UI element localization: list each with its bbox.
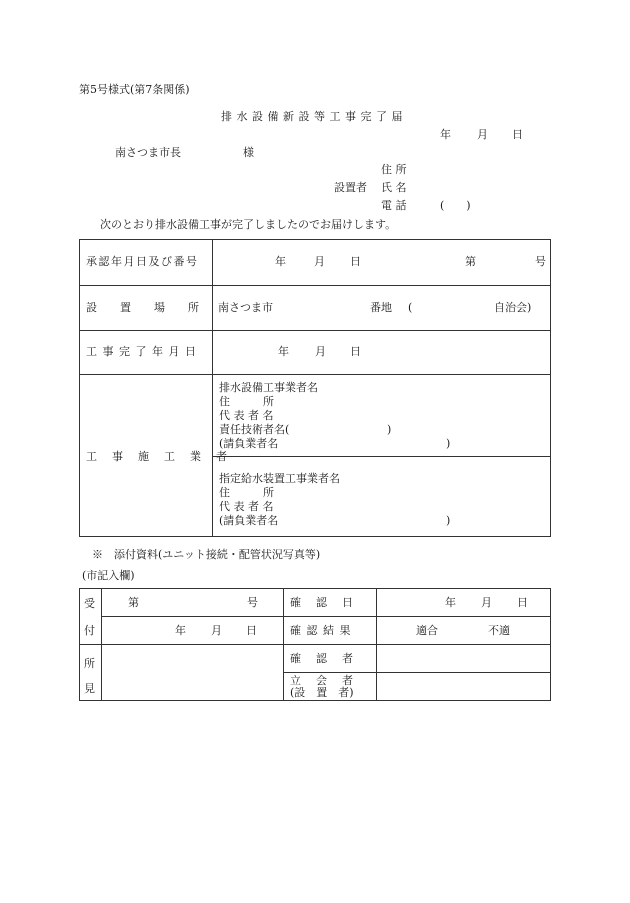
addressee: 南さつま市長 xyxy=(115,146,181,159)
approval-year-label: 年 xyxy=(275,255,286,268)
opinion-char-2: 見 xyxy=(84,682,95,695)
reception-day-label: 日 xyxy=(246,624,257,637)
completion-day-label: 日 xyxy=(350,345,361,358)
submission-month-label: 月 xyxy=(477,128,488,141)
reception-number-prefix: 第 xyxy=(128,596,139,609)
approval-number-suffix: 号 xyxy=(535,255,546,268)
applicant-phone-paren: ( ) xyxy=(440,199,471,212)
intro-text: 次のとおり排水設備工事が完了しましたのでお届けします。 xyxy=(100,218,397,231)
reception-char-2: 付 xyxy=(84,624,95,637)
reception-month-label: 月 xyxy=(211,624,222,637)
drain-contractor-name-label: 排水設備工事業者名 xyxy=(219,381,318,394)
approval-day-label: 日 xyxy=(350,255,361,268)
drain-contractor-rep-label: 代 表 者 名 xyxy=(219,409,274,422)
water-contractor-rep-label: 代 表 者 名 xyxy=(219,500,274,513)
location-paren-open: ( xyxy=(408,301,413,314)
drain-sub-close: ) xyxy=(446,437,451,450)
drain-contractor-address-label: 住 所 xyxy=(219,395,274,408)
reception-year-label: 年 xyxy=(175,624,186,637)
applicant-installer-label: 設置者 xyxy=(334,181,367,194)
approval-month-label: 月 xyxy=(314,255,325,268)
confirmer-label: 確 認 者 xyxy=(290,652,355,665)
location-banchi: 番地 xyxy=(370,301,392,314)
applicant-address-label: 住 所 xyxy=(381,163,407,176)
approval-number-prefix: 第 xyxy=(465,255,476,268)
drain-contractor-sub-label: (請負業者名 xyxy=(219,437,279,450)
attachment-note: ※ 添付資料(ユニット接続・配管状況写真等) xyxy=(92,548,321,561)
drain-engineer-close: ) xyxy=(387,423,392,436)
opinion-char-1: 所 xyxy=(84,657,95,670)
honorific: 様 xyxy=(243,146,254,159)
drain-contractor-engineer-label: 責任技術者名( xyxy=(219,423,290,436)
approval-label: 承認年月日及び番号 xyxy=(86,255,199,268)
confirm-day-label: 日 xyxy=(517,596,528,609)
result-ok-option: 適合 xyxy=(416,624,438,637)
completion-month-label: 月 xyxy=(315,345,326,358)
water-contractor-sub-label: (請負業者名 xyxy=(219,514,279,527)
witness-sub-label: (設 置 者) xyxy=(290,686,354,699)
completion-label: 工 事 完 了 年 月 日 xyxy=(86,345,197,358)
reception-char-1: 受 xyxy=(84,597,95,610)
contractor-label: 工 事 施 工 業 者 xyxy=(86,450,229,463)
location-city: 南さつま市 xyxy=(218,301,273,314)
submission-day-label: 日 xyxy=(512,128,523,141)
witness-label: 立 会 者 xyxy=(290,674,355,687)
reception-number-suffix: 号 xyxy=(247,596,258,609)
water-sub-close: ) xyxy=(446,514,451,527)
location-label: 設 置 場 所 xyxy=(86,301,205,314)
completion-year-label: 年 xyxy=(278,345,289,358)
location-association: 自治会) xyxy=(494,301,532,314)
water-contractor-name-label: 指定給水装置工事業者名 xyxy=(219,472,340,485)
drain-contractor-block xyxy=(219,381,318,451)
confirm-month-label: 月 xyxy=(481,596,492,609)
confirm-result-label: 確 認 結 果 xyxy=(290,624,352,637)
city-use-heading: (市記入欄) xyxy=(82,569,135,582)
applicant-phone-label: 電 話 xyxy=(381,199,407,212)
water-contractor-block xyxy=(219,472,340,528)
form-number: 第5号様式(第7条関係) xyxy=(79,83,190,96)
submission-year-label: 年 xyxy=(440,128,451,141)
confirm-date-label: 確 認 日 xyxy=(290,596,355,609)
form-title: 排 水 設 備 新 設 等 工 事 完 了 届 xyxy=(221,110,403,123)
result-ng-option: 不適 xyxy=(488,624,510,637)
water-contractor-address-label: 住 所 xyxy=(219,486,274,499)
applicant-name-label: 氏 名 xyxy=(381,181,407,194)
confirm-year-label: 年 xyxy=(445,596,456,609)
